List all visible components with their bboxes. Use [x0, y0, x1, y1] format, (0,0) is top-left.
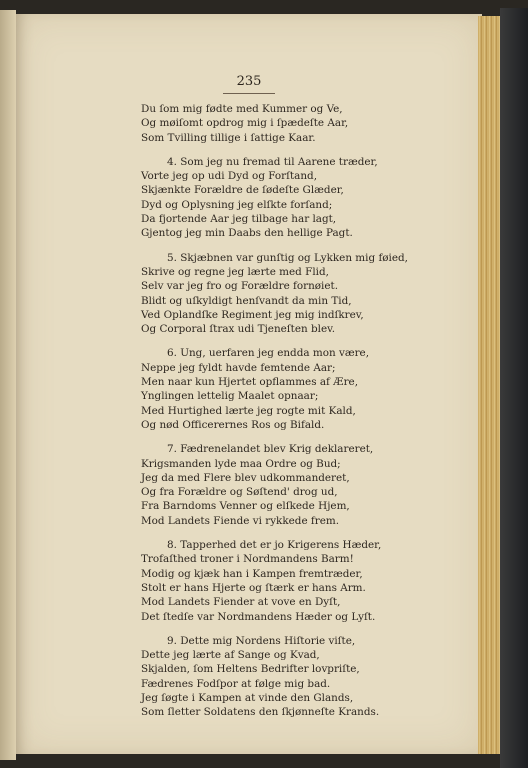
verse-line: Selv var jeg fro og Forældre fornøiet. — [141, 280, 338, 293]
verse-line: Fra Barndoms Venner og elſkede Hjem, — [141, 500, 350, 513]
stanza — [141, 442, 481, 528]
verse-line: Og fra Forældre og Søſtend' drog ud, — [141, 486, 338, 499]
stanza — [141, 251, 481, 337]
verse-line: Jeg ſøgte i Kampen at vinde den Glands, — [141, 691, 354, 704]
verse-line: Da fjortende Aar jeg tilbage har lagt, — [141, 213, 337, 226]
verse-line: 8. Tapperhed det er jo Krigerens Hæder, — [167, 539, 382, 552]
verse-line: Krigsmanden lyde maa Ordre og Bud; — [141, 457, 341, 470]
verse-line: Ved Oplandſke Regiment jeg mig indſkrev, — [141, 308, 364, 321]
verse-line: Modig og kjæk han i Kampen fremtræder, — [141, 567, 363, 580]
verse-line: Du ſom mig fødte med Kummer og Ve, — [141, 103, 343, 115]
verse-line: Gjentog jeg min Daabs den hellige Pagt. — [141, 227, 353, 240]
verse-line: Dyd og Oplysning jeg elſkte forſand; — [141, 198, 333, 211]
verse-line: Neppe jeg fyldt havde femtende Aar; — [141, 361, 336, 374]
page-number: 235 — [236, 74, 262, 89]
verse-line: Jeg da med Flere blev udkommanderet, — [141, 471, 350, 484]
verse-line: 7. Fædrenelandet blev Krig deklareret, — [167, 443, 374, 456]
verse-line: Trofaſthed troner i Nordmandens Barm! — [141, 553, 354, 566]
verse-line: Mod Landets Fiende vi rykkede frem. — [141, 514, 340, 527]
stanza — [141, 538, 481, 624]
verse-line: Skjalden, ſom Heltens Bedrifter lovpriſte, — [141, 663, 360, 676]
verse-line: Og nød Officerernes Ros og Bifald. — [141, 418, 325, 431]
verse-line: Vorte jeg op udi Dyd og Forſtand, — [141, 170, 317, 183]
verse-line: Og møiſomt opdrog mig i ſpædeſte Aar, — [141, 117, 349, 130]
stanza — [141, 634, 481, 720]
stanza — [141, 102, 481, 145]
verse-line: 5. Skjæbnen var gunſtig og Lykken mig føied, — [167, 251, 408, 264]
verse-line: 6. Ung, uerfaren jeg endda mon være, — [167, 347, 370, 360]
verse-line: Med Hurtighed lærte jeg rogte mit Kald, — [141, 404, 356, 417]
previous-page-edge — [0, 10, 16, 760]
verse-line: Som Tvilling tillige i ſattige Kaar. — [141, 131, 316, 144]
verse-line: Stolt er hans Hjerte og ſtærk er hans Arm. — [141, 581, 366, 594]
stanza — [141, 155, 481, 241]
page-edges — [478, 16, 500, 754]
verse-line: Skjænkte Forældre de ſødeſte Glæder, — [141, 184, 344, 197]
page-number-rule — [223, 93, 275, 94]
book-page — [16, 14, 482, 754]
verse-line: 4. Som jeg nu fremad til Aarene træder, — [167, 155, 378, 168]
verse-line: Som ſletter Soldatens den ſkjønneſte Krands. — [141, 706, 380, 719]
verse-line: Dette jeg lærte af Sange og Kvad, — [141, 649, 320, 662]
verse-line: Skrive og regne jeg lærte med Flid, — [141, 265, 329, 278]
verse-line: Ynglingen lettelig Maalet opnaar; — [141, 390, 319, 403]
book-cover — [500, 8, 528, 768]
poem-text — [141, 102, 481, 730]
stanza — [141, 346, 481, 432]
verse-line: Fædrenes Fodſpor at følge mig bad. — [141, 677, 331, 690]
verse-line: 9. Dette mig Nordens Hiſtorie viſte, — [167, 634, 356, 647]
verse-line: Og Corporal ſtrax udi Tjeneſten blev. — [141, 323, 336, 336]
verse-line: Men naar kun Hjertet opflammes af Ære, — [141, 376, 359, 389]
verse-line: Mod Landets Fiender at vove en Dyſt, — [141, 596, 341, 609]
verse-line: Det ſtedſe var Nordmandens Hæder og Lyſt. — [141, 610, 376, 623]
verse-line: Blidt og uſkyldigt henſvandt da min Tid, — [141, 294, 352, 307]
